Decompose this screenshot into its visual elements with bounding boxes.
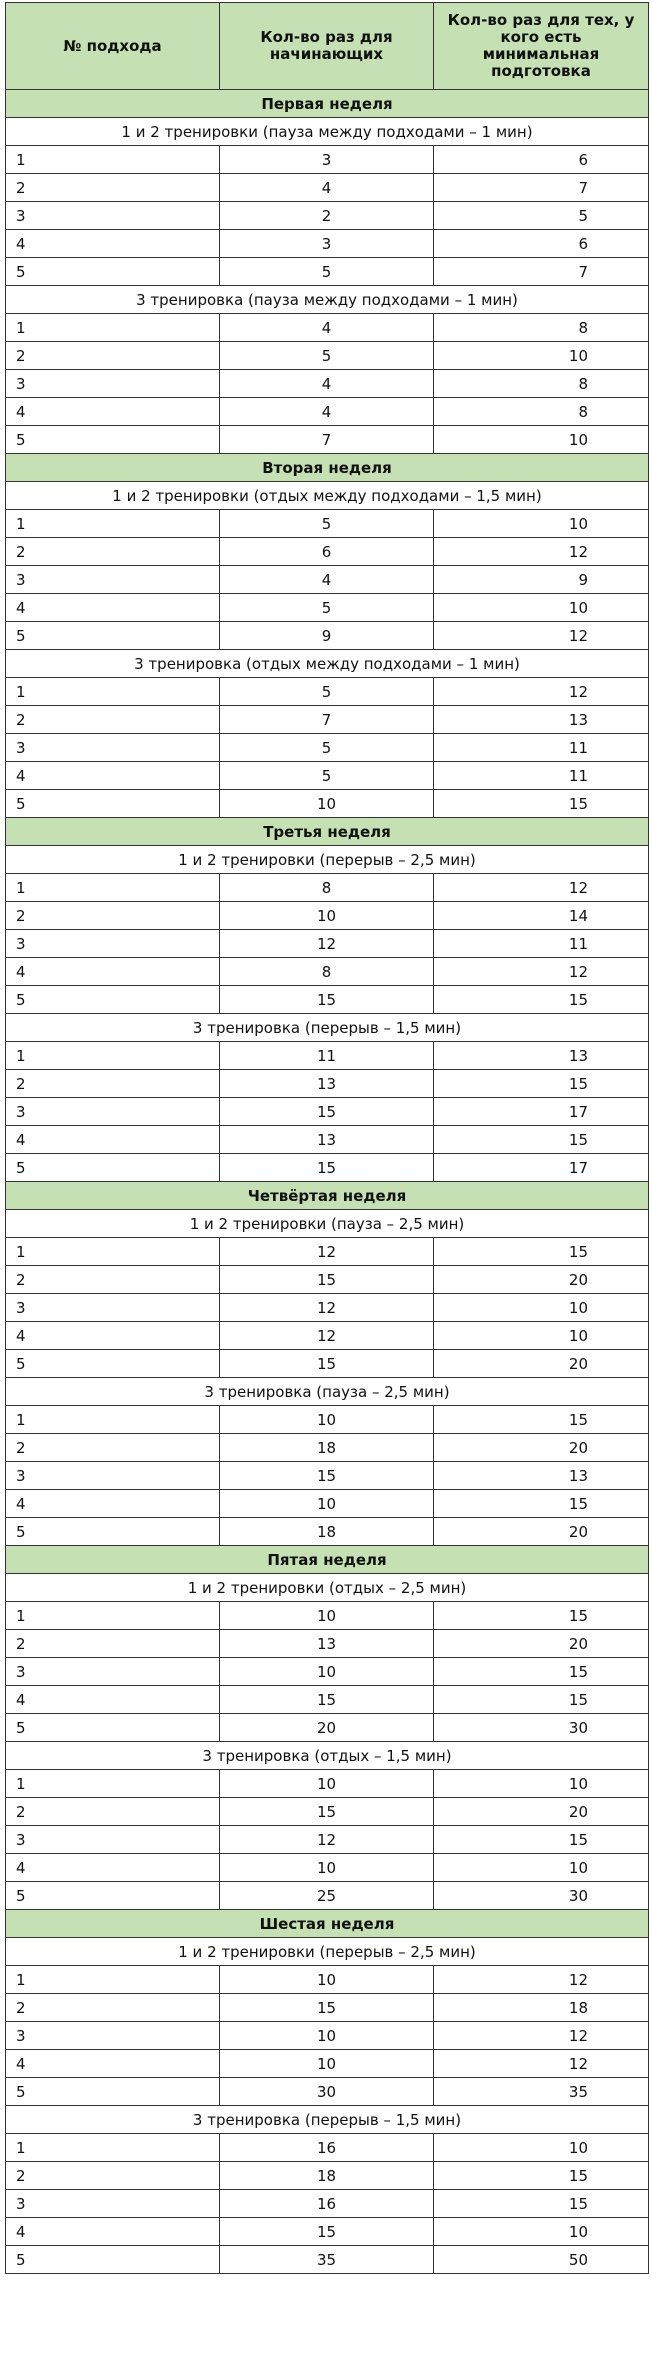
set-number-cell: 5 — [6, 258, 220, 286]
set-number-cell: 2 — [6, 1070, 220, 1098]
table-row — [6, 1154, 649, 1182]
set-number-cell: 5 — [6, 1882, 220, 1910]
beginner-reps-cell: 18 — [220, 2162, 434, 2190]
table-row — [6, 874, 649, 902]
table-row — [6, 1966, 649, 1994]
set-number-cell: 3 — [6, 1826, 220, 1854]
week-title: Четвёртая неделя — [6, 1182, 649, 1210]
trained-reps-cell: 10 — [434, 1322, 649, 1350]
set-number-cell: 1 — [6, 1770, 220, 1798]
trained-reps-cell: 30 — [434, 1882, 649, 1910]
beginner-reps-cell: 20 — [220, 1714, 434, 1742]
trained-reps-cell: 15 — [434, 1658, 649, 1686]
session-title: 1 и 2 тренировки (перерыв – 2,5 мин) — [6, 846, 649, 874]
set-number-cell: 5 — [6, 426, 220, 454]
trained-reps-cell: 10 — [434, 1294, 649, 1322]
set-number-cell: 4 — [6, 762, 220, 790]
trained-reps-cell: 13 — [434, 1462, 649, 1490]
trained-reps-cell: 20 — [434, 1630, 649, 1658]
week-header-row — [6, 454, 649, 482]
trained-reps-cell: 6 — [434, 230, 649, 258]
beginner-reps-cell: 8 — [220, 958, 434, 986]
session-title: 3 тренировка (перерыв – 1,5 мин) — [6, 2106, 649, 2134]
table-row — [6, 1854, 649, 1882]
set-number-cell: 2 — [6, 174, 220, 202]
beginner-reps-cell: 13 — [220, 1070, 434, 1098]
beginner-reps-cell: 6 — [220, 538, 434, 566]
table-row — [6, 1602, 649, 1630]
beginner-reps-cell: 15 — [220, 1994, 434, 2022]
session-header-row — [6, 286, 649, 314]
table-header — [6, 3, 649, 90]
table-row — [6, 1098, 649, 1126]
table-row — [6, 2078, 649, 2106]
trained-reps-cell: 20 — [434, 1518, 649, 1546]
set-number-cell: 1 — [6, 2134, 220, 2162]
beginner-reps-cell: 18 — [220, 1434, 434, 1462]
trained-reps-cell: 20 — [434, 1434, 649, 1462]
beginner-reps-cell: 12 — [220, 1238, 434, 1266]
session-title: 1 и 2 тренировки (перерыв – 2,5 мин) — [6, 1938, 649, 1966]
beginner-reps-cell: 10 — [220, 1602, 434, 1630]
beginner-reps-cell: 15 — [220, 1154, 434, 1182]
beginner-reps-cell: 18 — [220, 1518, 434, 1546]
beginner-reps-cell: 16 — [220, 2134, 434, 2162]
table-row — [6, 1658, 649, 1686]
set-number-cell: 3 — [6, 202, 220, 230]
table-row — [6, 1714, 649, 1742]
table-row — [6, 1070, 649, 1098]
trained-reps-cell: 15 — [434, 790, 649, 818]
table-row — [6, 678, 649, 706]
beginner-reps-cell: 15 — [220, 2218, 434, 2246]
trained-reps-cell: 10 — [434, 2134, 649, 2162]
workout-table — [5, 2, 649, 2274]
table-row — [6, 1686, 649, 1714]
beginner-reps-cell: 5 — [220, 342, 434, 370]
trained-reps-cell: 12 — [434, 874, 649, 902]
beginner-reps-cell: 35 — [220, 2246, 434, 2274]
table-row — [6, 1322, 649, 1350]
set-number-cell: 3 — [6, 1658, 220, 1686]
table-row — [6, 2050, 649, 2078]
trained-reps-cell: 10 — [434, 1770, 649, 1798]
beginner-reps-cell: 10 — [220, 1854, 434, 1882]
table-row — [6, 1882, 649, 1910]
beginner-reps-cell: 15 — [220, 1462, 434, 1490]
table-row — [6, 2134, 649, 2162]
week-title: Первая неделя — [6, 90, 649, 118]
table-row — [6, 1994, 649, 2022]
set-number-cell: 5 — [6, 2246, 220, 2274]
session-title: 1 и 2 тренировки (пауза – 2,5 мин) — [6, 1210, 649, 1238]
beginner-reps-cell: 13 — [220, 1126, 434, 1154]
set-number-cell: 4 — [6, 1854, 220, 1882]
trained-reps-cell: 10 — [434, 510, 649, 538]
beginner-reps-cell: 5 — [220, 258, 434, 286]
trained-reps-cell: 50 — [434, 2246, 649, 2274]
trained-reps-cell: 12 — [434, 622, 649, 650]
set-number-cell: 2 — [6, 1798, 220, 1826]
header-trained: Кол-во раз для тех, у кого есть минимальная подготовка — [434, 3, 649, 90]
week-header-row — [6, 818, 649, 846]
beginner-reps-cell: 5 — [220, 734, 434, 762]
table-row — [6, 1518, 649, 1546]
session-header-row — [6, 1574, 649, 1602]
session-header-row — [6, 2106, 649, 2134]
trained-reps-cell: 30 — [434, 1714, 649, 1742]
table-row — [6, 2022, 649, 2050]
trained-reps-cell: 8 — [434, 370, 649, 398]
header-set-number: № подхода — [6, 3, 220, 90]
set-number-cell: 1 — [6, 874, 220, 902]
set-number-cell: 4 — [6, 2218, 220, 2246]
session-header-row — [6, 1210, 649, 1238]
table-row — [6, 1770, 649, 1798]
set-number-cell: 3 — [6, 566, 220, 594]
beginner-reps-cell: 12 — [220, 1294, 434, 1322]
beginner-reps-cell: 3 — [220, 146, 434, 174]
trained-reps-cell: 11 — [434, 930, 649, 958]
table-row — [6, 370, 649, 398]
table-row — [6, 1462, 649, 1490]
set-number-cell: 3 — [6, 1294, 220, 1322]
trained-reps-cell: 12 — [434, 678, 649, 706]
session-title: 3 тренировка (отдых между подходами – 1 мин) — [6, 650, 649, 678]
set-number-cell: 1 — [6, 1406, 220, 1434]
beginner-reps-cell: 5 — [220, 678, 434, 706]
beginner-reps-cell: 3 — [220, 230, 434, 258]
trained-reps-cell: 9 — [434, 566, 649, 594]
trained-reps-cell: 15 — [434, 1826, 649, 1854]
trained-reps-cell: 20 — [434, 1350, 649, 1378]
trained-reps-cell: 15 — [434, 2162, 649, 2190]
set-number-cell: 1 — [6, 1966, 220, 1994]
table-row — [6, 1294, 649, 1322]
trained-reps-cell: 18 — [434, 1994, 649, 2022]
session-title: 1 и 2 тренировки (отдых между подходами – 1,5 мин) — [6, 482, 649, 510]
beginner-reps-cell: 7 — [220, 706, 434, 734]
week-header-row — [6, 1182, 649, 1210]
beginner-reps-cell: 2 — [220, 202, 434, 230]
beginner-reps-cell: 11 — [220, 1042, 434, 1070]
beginner-reps-cell: 4 — [220, 398, 434, 426]
set-number-cell: 2 — [6, 538, 220, 566]
beginner-reps-cell: 7 — [220, 426, 434, 454]
beginner-reps-cell: 15 — [220, 1350, 434, 1378]
set-number-cell: 5 — [6, 1350, 220, 1378]
set-number-cell: 2 — [6, 1630, 220, 1658]
table-row — [6, 2190, 649, 2218]
table-row — [6, 1350, 649, 1378]
trained-reps-cell: 13 — [434, 1042, 649, 1070]
table-row — [6, 902, 649, 930]
table-row — [6, 1042, 649, 1070]
set-number-cell: 1 — [6, 678, 220, 706]
trained-reps-cell: 10 — [434, 2218, 649, 2246]
trained-reps-cell: 20 — [434, 1798, 649, 1826]
table-row — [6, 426, 649, 454]
beginner-reps-cell: 10 — [220, 1658, 434, 1686]
session-title: 3 тренировка (пауза – 2,5 мин) — [6, 1378, 649, 1406]
session-header-row — [6, 1938, 649, 1966]
trained-reps-cell: 12 — [434, 2022, 649, 2050]
session-title: 1 и 2 тренировки (пауза между подходами – 1 мин) — [6, 118, 649, 146]
trained-reps-cell: 15 — [434, 1406, 649, 1434]
table-row — [6, 1490, 649, 1518]
beginner-reps-cell: 4 — [220, 566, 434, 594]
beginner-reps-cell: 10 — [220, 790, 434, 818]
session-title: 3 тренировка (отдых – 1,5 мин) — [6, 1742, 649, 1770]
trained-reps-cell: 15 — [434, 1490, 649, 1518]
table-row — [6, 986, 649, 1014]
set-number-cell: 4 — [6, 1126, 220, 1154]
table-row — [6, 2246, 649, 2274]
table-row — [6, 398, 649, 426]
trained-reps-cell: 35 — [434, 2078, 649, 2106]
beginner-reps-cell: 4 — [220, 314, 434, 342]
table-row — [6, 314, 649, 342]
trained-reps-cell: 11 — [434, 734, 649, 762]
table-row — [6, 1826, 649, 1854]
week-header-row — [6, 1546, 649, 1574]
trained-reps-cell: 10 — [434, 342, 649, 370]
table-row — [6, 1266, 649, 1294]
set-number-cell: 4 — [6, 2050, 220, 2078]
set-number-cell: 3 — [6, 1098, 220, 1126]
table-row — [6, 930, 649, 958]
table-row — [6, 594, 649, 622]
set-number-cell: 3 — [6, 1462, 220, 1490]
beginner-reps-cell: 15 — [220, 1798, 434, 1826]
beginner-reps-cell: 10 — [220, 2022, 434, 2050]
set-number-cell: 5 — [6, 1518, 220, 1546]
beginner-reps-cell: 12 — [220, 1826, 434, 1854]
beginner-reps-cell: 13 — [220, 1630, 434, 1658]
set-number-cell: 3 — [6, 370, 220, 398]
beginner-reps-cell: 4 — [220, 174, 434, 202]
set-number-cell: 2 — [6, 1266, 220, 1294]
beginner-reps-cell: 10 — [220, 1490, 434, 1518]
table-row — [6, 2162, 649, 2190]
beginner-reps-cell: 8 — [220, 874, 434, 902]
week-header-row — [6, 90, 649, 118]
table-row — [6, 2218, 649, 2246]
beginner-reps-cell: 10 — [220, 902, 434, 930]
beginner-reps-cell: 15 — [220, 1266, 434, 1294]
trained-reps-cell: 17 — [434, 1098, 649, 1126]
trained-reps-cell: 15 — [434, 2190, 649, 2218]
session-title: 1 и 2 тренировки (отдых – 2,5 мин) — [6, 1574, 649, 1602]
set-number-cell: 1 — [6, 146, 220, 174]
session-header-row — [6, 1742, 649, 1770]
trained-reps-cell: 15 — [434, 986, 649, 1014]
beginner-reps-cell: 16 — [220, 2190, 434, 2218]
set-number-cell: 2 — [6, 902, 220, 930]
session-header-row — [6, 1378, 649, 1406]
beginner-reps-cell: 4 — [220, 370, 434, 398]
trained-reps-cell: 10 — [434, 594, 649, 622]
beginner-reps-cell: 10 — [220, 1406, 434, 1434]
table-row — [6, 258, 649, 286]
set-number-cell: 1 — [6, 1238, 220, 1266]
trained-reps-cell: 14 — [434, 902, 649, 930]
trained-reps-cell: 13 — [434, 706, 649, 734]
header-row — [6, 3, 649, 90]
session-header-row — [6, 650, 649, 678]
beginner-reps-cell: 15 — [220, 986, 434, 1014]
trained-reps-cell: 8 — [434, 398, 649, 426]
table-row — [6, 706, 649, 734]
set-number-cell: 2 — [6, 706, 220, 734]
beginner-reps-cell: 5 — [220, 594, 434, 622]
trained-reps-cell: 5 — [434, 202, 649, 230]
beginner-reps-cell: 25 — [220, 1882, 434, 1910]
header-beginners: Кол-во раз для начинающих — [220, 3, 434, 90]
beginner-reps-cell: 10 — [220, 1966, 434, 1994]
table-row — [6, 1406, 649, 1434]
trained-reps-cell: 12 — [434, 1966, 649, 1994]
set-number-cell: 5 — [6, 2078, 220, 2106]
table-row — [6, 790, 649, 818]
session-header-row — [6, 118, 649, 146]
table-row — [6, 1798, 649, 1826]
table-row — [6, 230, 649, 258]
trained-reps-cell: 12 — [434, 958, 649, 986]
set-number-cell: 3 — [6, 734, 220, 762]
beginner-reps-cell: 5 — [220, 762, 434, 790]
beginner-reps-cell: 12 — [220, 1322, 434, 1350]
table-row — [6, 734, 649, 762]
trained-reps-cell: 15 — [434, 1602, 649, 1630]
set-number-cell: 1 — [6, 510, 220, 538]
week-header-row — [6, 1910, 649, 1938]
set-number-cell: 3 — [6, 2190, 220, 2218]
set-number-cell: 2 — [6, 1994, 220, 2022]
table-row — [6, 1630, 649, 1658]
table-row — [6, 146, 649, 174]
beginner-reps-cell: 9 — [220, 622, 434, 650]
week-title: Пятая неделя — [6, 1546, 649, 1574]
table-row — [6, 1238, 649, 1266]
set-number-cell: 4 — [6, 230, 220, 258]
trained-reps-cell: 12 — [434, 2050, 649, 2078]
trained-reps-cell: 10 — [434, 426, 649, 454]
trained-reps-cell: 15 — [434, 1070, 649, 1098]
set-number-cell: 1 — [6, 1042, 220, 1070]
set-number-cell: 2 — [6, 342, 220, 370]
set-number-cell: 3 — [6, 2022, 220, 2050]
table-row — [6, 1434, 649, 1462]
trained-reps-cell: 10 — [434, 1854, 649, 1882]
session-header-row — [6, 846, 649, 874]
beginner-reps-cell: 30 — [220, 2078, 434, 2106]
trained-reps-cell: 15 — [434, 1238, 649, 1266]
table-row — [6, 622, 649, 650]
beginner-reps-cell: 12 — [220, 930, 434, 958]
set-number-cell: 2 — [6, 2162, 220, 2190]
session-title: 3 тренировка (перерыв – 1,5 мин) — [6, 1014, 649, 1042]
workout-table-container — [5, 2, 648, 2274]
trained-reps-cell: 17 — [434, 1154, 649, 1182]
beginner-reps-cell: 5 — [220, 510, 434, 538]
set-number-cell: 4 — [6, 1490, 220, 1518]
set-number-cell: 1 — [6, 314, 220, 342]
trained-reps-cell: 12 — [434, 538, 649, 566]
beginner-reps-cell: 15 — [220, 1098, 434, 1126]
trained-reps-cell: 15 — [434, 1126, 649, 1154]
set-number-cell: 4 — [6, 1322, 220, 1350]
beginner-reps-cell: 10 — [220, 1770, 434, 1798]
trained-reps-cell: 8 — [434, 314, 649, 342]
week-title: Вторая неделя — [6, 454, 649, 482]
table-row — [6, 566, 649, 594]
trained-reps-cell: 7 — [434, 174, 649, 202]
table-row — [6, 174, 649, 202]
table-row — [6, 958, 649, 986]
table-row — [6, 538, 649, 566]
set-number-cell: 5 — [6, 986, 220, 1014]
table-row — [6, 762, 649, 790]
set-number-cell: 1 — [6, 1602, 220, 1630]
set-number-cell: 4 — [6, 594, 220, 622]
session-header-row — [6, 482, 649, 510]
set-number-cell: 5 — [6, 1714, 220, 1742]
set-number-cell: 4 — [6, 398, 220, 426]
set-number-cell: 5 — [6, 1154, 220, 1182]
beginner-reps-cell: 10 — [220, 2050, 434, 2078]
set-number-cell: 3 — [6, 930, 220, 958]
trained-reps-cell: 7 — [434, 258, 649, 286]
set-number-cell: 5 — [6, 622, 220, 650]
trained-reps-cell: 6 — [434, 146, 649, 174]
table-row — [6, 510, 649, 538]
session-header-row — [6, 1014, 649, 1042]
trained-reps-cell: 20 — [434, 1266, 649, 1294]
week-title: Шестая неделя — [6, 1910, 649, 1938]
trained-reps-cell: 15 — [434, 1686, 649, 1714]
table-row — [6, 202, 649, 230]
table-row — [6, 1126, 649, 1154]
set-number-cell: 2 — [6, 1434, 220, 1462]
table-row — [6, 342, 649, 370]
beginner-reps-cell: 15 — [220, 1686, 434, 1714]
set-number-cell: 4 — [6, 1686, 220, 1714]
set-number-cell: 4 — [6, 958, 220, 986]
week-title: Третья неделя — [6, 818, 649, 846]
set-number-cell: 5 — [6, 790, 220, 818]
session-title: 3 тренировка (пауза между подходами – 1 мин) — [6, 286, 649, 314]
table-body — [6, 90, 649, 2274]
trained-reps-cell: 11 — [434, 762, 649, 790]
